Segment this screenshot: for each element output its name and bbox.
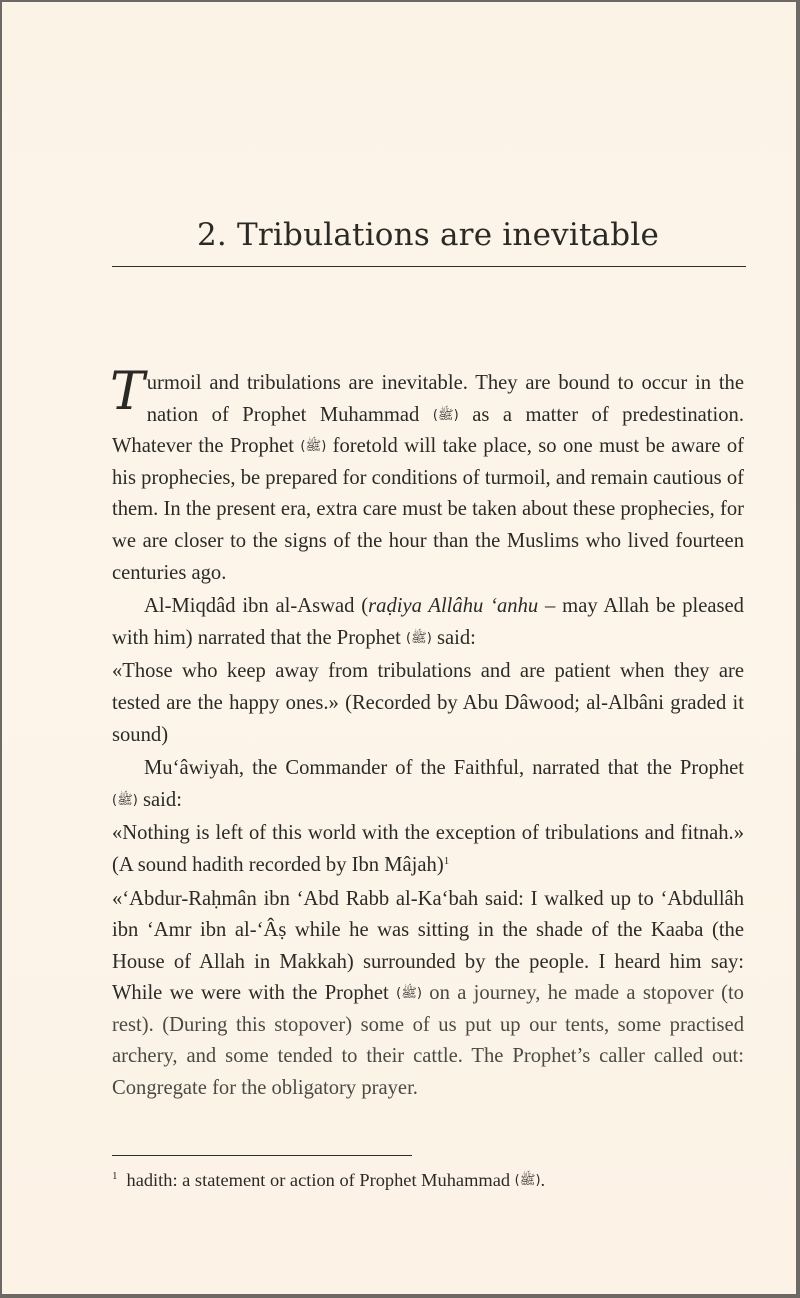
footnote-marker: 1 [112,1170,118,1182]
intro-text-3: foretold will take place, so one must be aware of his prophecies, be prepared for conditions of turmoil, and remain cautious of them. In the present era, extra care must be taken about these prophecies, for we are closer to the signs of the hour than the Muslims who lived fourteen centuries ago. [112,435,744,584]
honorific-icon: (ﷺ) [514,1173,541,1188]
narration-1-lead: Al-Miqdâd ibn al-Aswad ( [144,595,369,618]
footnote-ref[interactable]: 1 [443,854,450,867]
narration-2-tail: said: [137,788,182,811]
narration-2-quote-text: «Nothing is left of this world with the exception of tribulations and fitnah.» (A sound hadith recorded by Ibn Mâjah) [112,822,744,876]
chapter-title: 2. Tribulations are inevitable [196,217,659,253]
book-page [2,2,796,1294]
narration-2-intro [112,753,744,816]
honorific-icon: (ﷺ) [432,407,459,423]
narration-1-intro [112,591,744,654]
footnote-1 [112,1166,742,1195]
honorific-icon: (ﷺ) [112,792,138,808]
narration-1-tail: said: [431,626,476,649]
footnote-divider [112,1155,412,1156]
intro-text-1: urmoil and tribulations are inevitable. They are bound to occur in the nation of Prophet Muhammad [146,372,744,426]
honorific-icon: (ﷺ) [396,986,422,1002]
body-text [110,362,744,1105]
narration-1-italic: raḍiya Allâhu ‘anhu [368,595,539,618]
honorific-icon: (ﷺ) [300,439,327,455]
narration-2-lead: Mu‘âwiyah, the Commander of the Faithful, narrated that the Prophet [144,757,744,780]
narration-1-quote: «Those who keep away from tribulations and are patient when they are tested are the happy ones.» (Recorded by Abu Dâwood; al-Albâni graded it sound) [112,660,744,746]
intro-paragraph [110,362,744,589]
narration-1-after-italic: – may Allah be pleased with him) narrated that the Prophet [112,595,744,649]
drop-cap: T [110,362,145,422]
footnote-text: hadith: a statement or action of Prophet Muhammad [126,1170,515,1190]
intro-text-2: as a matter of predestination. Whatever the Prophet [112,403,744,458]
narration-2-quote [112,818,744,881]
narration-3-part-1: «‘Abdur-Raḥmân ibn ‘Abd Rabb al-Ka‘bah said: I walked up to ‘Abdullâh ibn ‘Amr ibn al-‘Âṣ while he was sitting in the shade of the Kaaba (the House of Allah in Makkah) surrounded by the people. I heard him say: While we were with the Prophet [112,887,744,1005]
narration-3-part-2: on a journey, he made a stopover (to rest). (During this stopover) some of us put up our tents, some practised archery, and some tended to their cattle. The Prophet’s caller called out: Congregate for the obligatory prayer. [112,982,744,1100]
narration-3 [112,884,744,1105]
title-divider [112,266,746,267]
honorific-icon: (ﷺ) [405,630,432,646]
footnote-end: . [540,1170,546,1190]
